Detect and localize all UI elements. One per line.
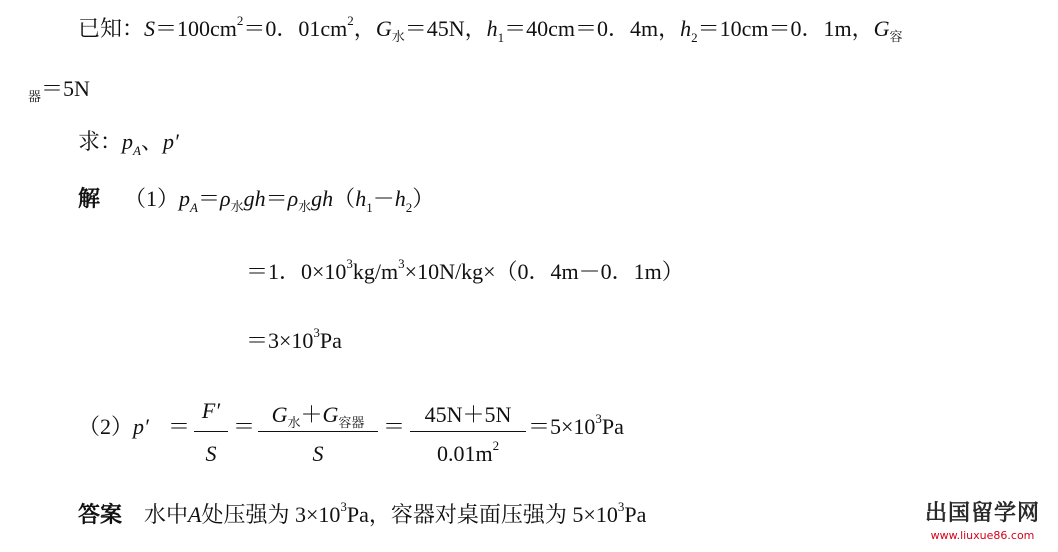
solution-label: 解: [78, 186, 101, 211]
solution-line-2: [246, 256, 684, 284]
fraction-bar: [410, 431, 526, 432]
fraction-weights-over-S: [258, 398, 378, 478]
plus: ＋: [300, 402, 323, 427]
fraction-numerator: [258, 398, 378, 429]
symbol-p-prime: p′: [133, 414, 149, 439]
symbol-G: G: [322, 402, 339, 427]
step2-b: kg/m: [352, 259, 399, 284]
answer-line: [78, 499, 647, 527]
solution-line-1: [78, 186, 435, 215]
watermark-title: 出国留学网: [924, 501, 1040, 526]
step3-b: Pa: [319, 328, 342, 353]
fraction-numerator: 45N＋5N: [424, 402, 512, 427]
equals: ＝: [197, 186, 220, 211]
equals-a: ＝: [168, 414, 191, 439]
separator: ，: [353, 16, 376, 41]
symbol-p: p: [179, 186, 191, 211]
water-weight: ＝45N，: [404, 16, 487, 41]
fraction-F-over-S: [194, 398, 228, 478]
subscript-water: 水: [230, 199, 244, 214]
part1-label: （1）: [124, 186, 180, 211]
step2-a: ＝1．0×10: [246, 259, 347, 284]
minus: －: [372, 186, 395, 211]
answer-label: 答案: [78, 502, 123, 527]
symbol-rho: ρ: [220, 186, 231, 211]
watermark: [925, 496, 1040, 542]
subscript-water: 水: [287, 415, 301, 430]
subscript-A: A: [133, 143, 141, 158]
area-exponent: 2: [236, 13, 244, 28]
symbol-h1: h: [355, 186, 367, 211]
watermark-url: www.liuxue86.com: [930, 529, 1035, 542]
symbol-G: G: [375, 16, 392, 41]
symbol-h2: h: [680, 16, 692, 41]
subscript-water: 水: [298, 199, 312, 214]
fraction-denominator: S: [205, 441, 217, 466]
symbol-p: p: [122, 129, 134, 154]
exponent: 2: [492, 438, 500, 453]
find-label: 求：: [78, 129, 123, 154]
h2-value: ＝10cm＝0．1m，: [697, 16, 874, 41]
denominator-value: 0.01m: [436, 441, 493, 466]
exponent: 3: [346, 256, 353, 271]
exponent: 3: [617, 499, 625, 514]
answer-text-b: 处压强为 3×10: [201, 502, 341, 527]
paren-close: ）: [412, 186, 435, 211]
result-a: ＝5×10: [528, 414, 596, 439]
part2-label: （2）: [78, 414, 134, 439]
symbol-A: A: [188, 502, 202, 527]
solution-line-3: [246, 325, 342, 353]
h1-subscript: 1: [497, 30, 505, 45]
part2-label-group: [78, 416, 149, 438]
symbol-G-container: G: [873, 16, 890, 41]
symbol-G: G: [271, 402, 288, 427]
equals-c: ＝: [383, 414, 406, 439]
symbol-gh: gh: [311, 186, 334, 211]
symbol-p-prime: p′: [162, 129, 179, 154]
container-weight: ＝5N: [41, 76, 90, 101]
fraction-denominator: [410, 438, 526, 467]
find-line: [78, 129, 179, 158]
h2-subscript: 2: [405, 200, 413, 215]
given-line-2: [28, 76, 90, 104]
h2-subscript: 2: [691, 30, 698, 45]
answer-text-d: Pa: [624, 502, 647, 527]
separator: 、: [140, 129, 163, 154]
equals-b: ＝: [233, 414, 256, 439]
paren-open: （: [333, 186, 356, 211]
equals: ＝: [265, 186, 288, 211]
symbol-gh: gh: [243, 186, 266, 211]
area-exponent-2: 2: [347, 13, 354, 28]
answer-text-a: 水中: [144, 502, 189, 527]
fraction-bar: [194, 431, 228, 432]
exponent: 3: [340, 499, 347, 514]
answer-text-c: Pa，容器对桌面压强为 5×10: [346, 502, 618, 527]
symbol-h2: h: [394, 186, 406, 211]
given-label: 已知：: [78, 16, 145, 41]
subscript-container-2: 器: [28, 89, 42, 104]
exponent: 3: [398, 256, 405, 271]
area-value: ＝100cm: [155, 16, 237, 41]
h1-value: ＝40cm＝0．4m，: [504, 16, 681, 41]
area-converted: ＝0．01cm: [243, 16, 348, 41]
exponent: 3: [313, 325, 320, 340]
fraction-numerator: F′: [201, 398, 221, 423]
step3-a: ＝3×10: [246, 328, 314, 353]
symbol-rho: ρ: [287, 186, 299, 211]
symbol-h1: h: [486, 16, 498, 41]
step2-c: ×10N/kg×（0．4m－0．1m）: [404, 259, 684, 284]
subscript-water: 水: [391, 29, 405, 44]
subscript-container: 容器: [338, 415, 365, 430]
given-line-1: [78, 13, 903, 45]
fraction-bar: [258, 431, 378, 432]
result-b: Pa: [601, 414, 624, 439]
result-line: [528, 411, 624, 439]
fraction-numeric: [410, 398, 526, 478]
exponent: 3: [595, 411, 602, 426]
subscript-A: A: [190, 200, 198, 215]
subscript-container-1: 容: [889, 29, 903, 44]
h1-subscript: 1: [366, 200, 373, 215]
symbol-S: S: [144, 16, 156, 41]
fraction-denominator: S: [312, 441, 324, 466]
